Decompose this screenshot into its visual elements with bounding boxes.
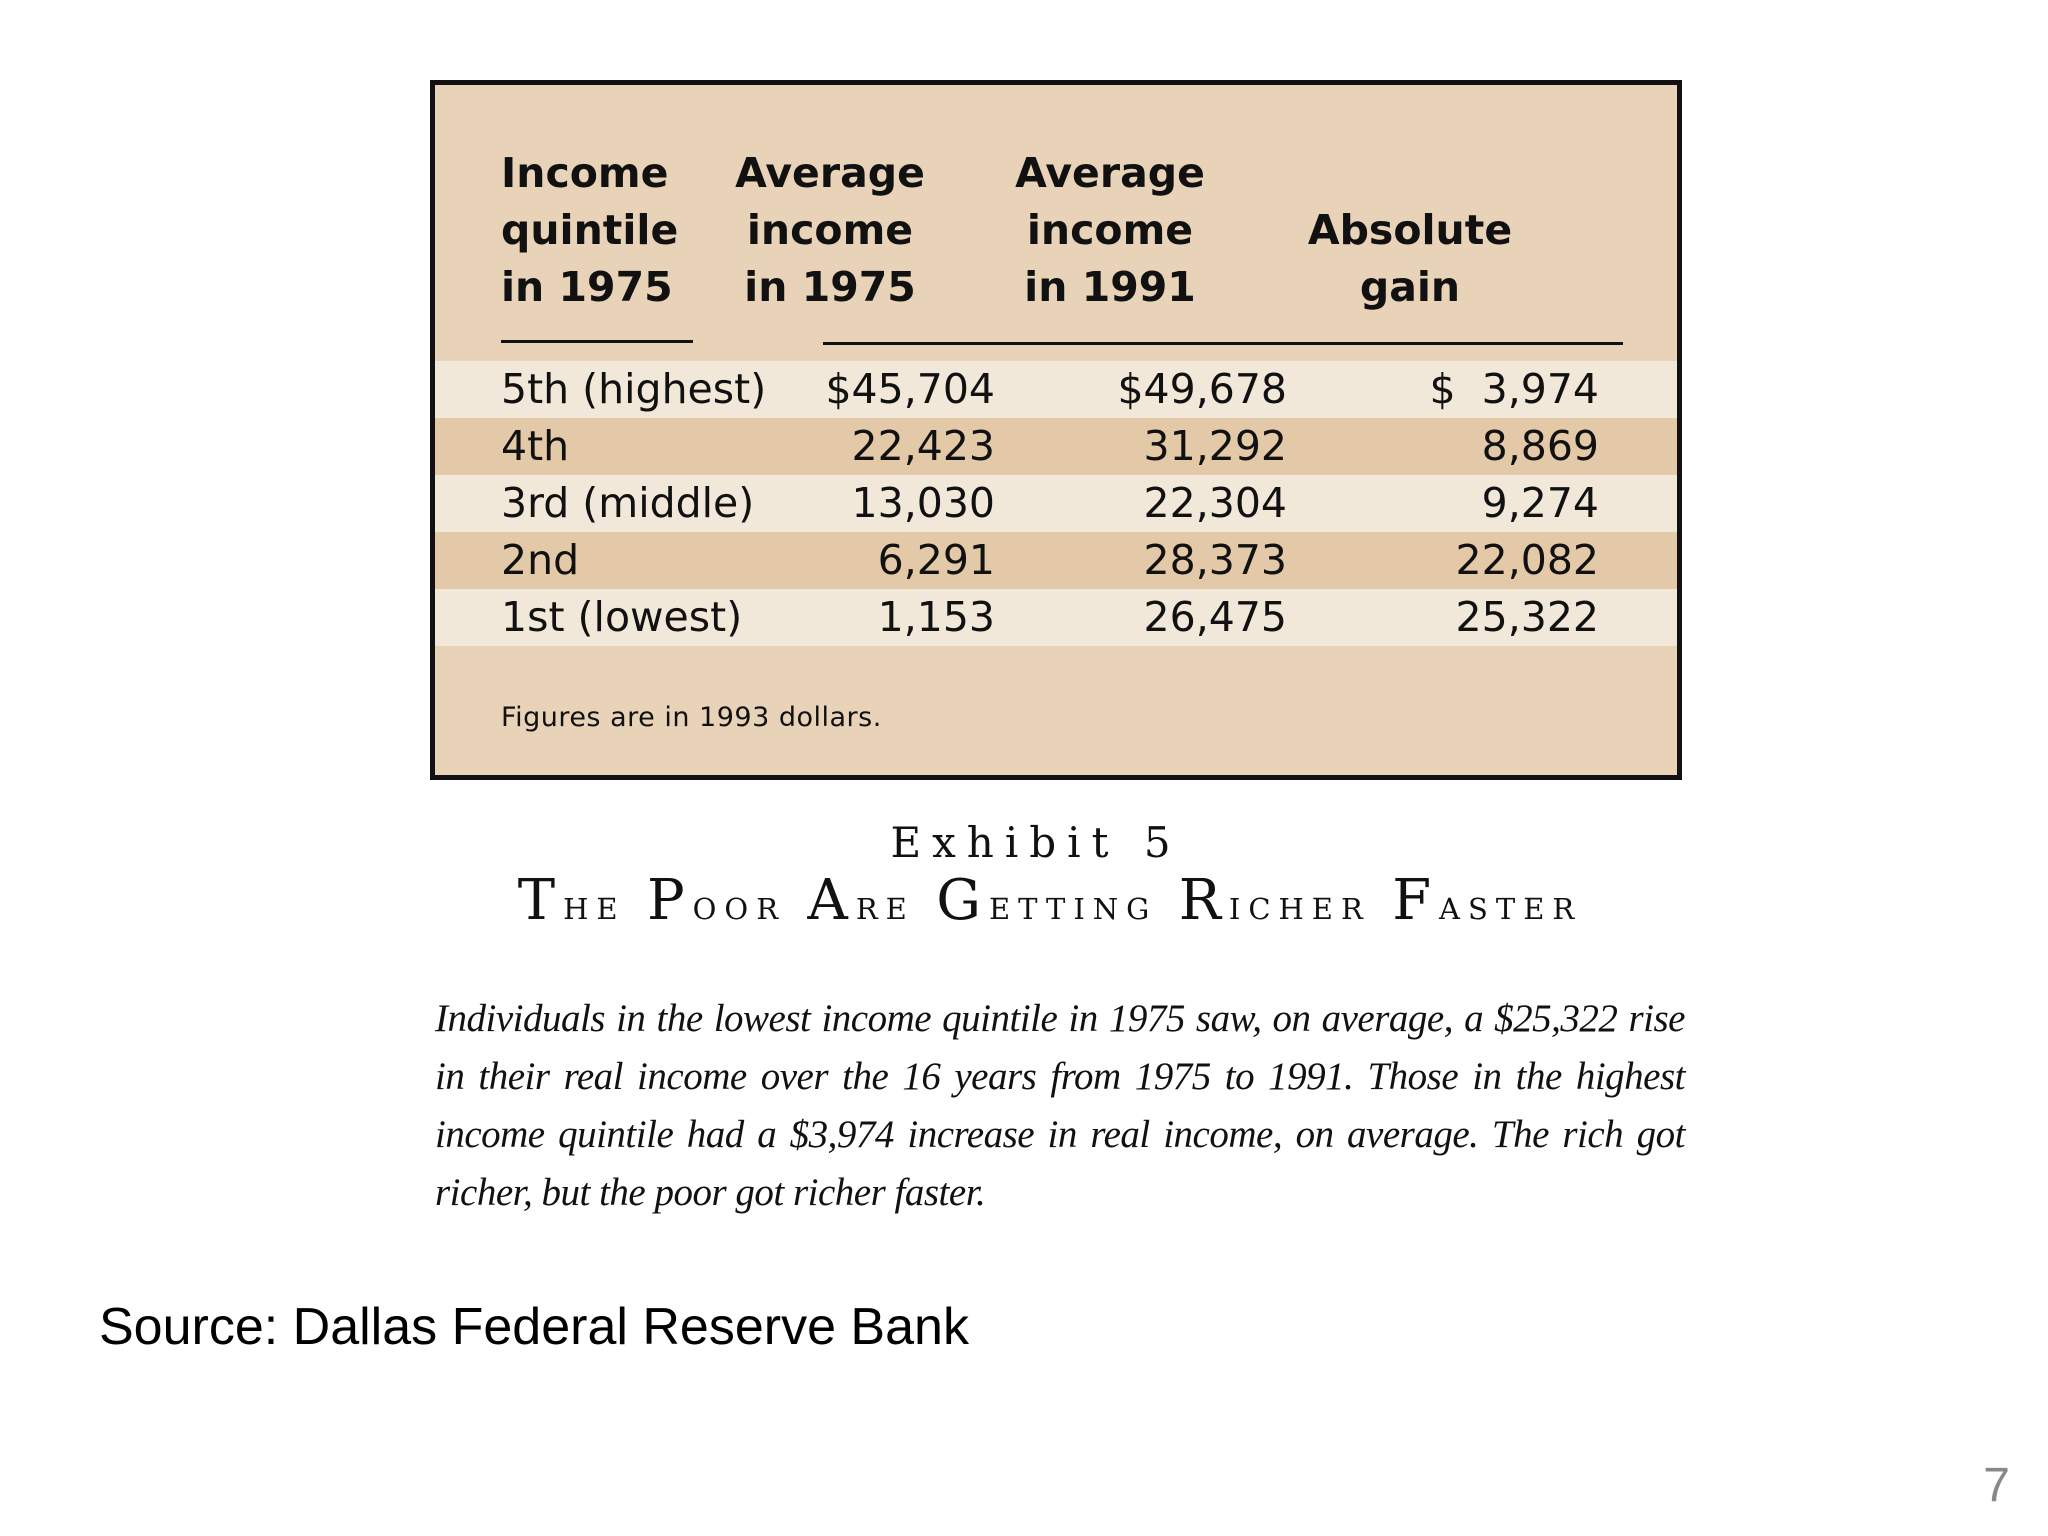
exhibit-title xyxy=(0,868,2048,933)
table-header xyxy=(435,85,1677,365)
cell-quintile: 4th xyxy=(501,422,570,470)
cell-average-income-1991: 22,304 xyxy=(1143,479,1287,527)
cell-average-income-1975: $45,704 xyxy=(825,365,995,413)
exhibit-caption: Individuals in the lowest income quintile in 1975 saw, on average, a $25,322 rise in their real income over the 16 years from 1975 to 1991. Those in the highest income quintile had a $3,974 increase in real income, on average. The rich got richer, but the poor got richer faster. xyxy=(435,997,1685,1214)
table-row xyxy=(435,361,1677,418)
exhibit-title-rest: re xyxy=(855,880,915,929)
header-absolute-gain: Absolute gain xyxy=(1307,206,1513,311)
cell-quintile: 3rd (middle) xyxy=(501,479,755,527)
exhibit-title-initial: T xyxy=(517,868,564,933)
exhibit-label: Exhibit 5 xyxy=(890,818,1182,867)
page-number: 7 xyxy=(1983,1459,2010,1512)
table-row xyxy=(435,475,1677,532)
cell-average-income-1975: 6,291 xyxy=(877,536,995,584)
exhibit-title-initial: A xyxy=(807,868,856,933)
header-rule-left xyxy=(501,340,693,343)
income-table xyxy=(430,80,1682,780)
exhibit-title-initial: R xyxy=(1178,868,1229,933)
exhibit-title-rest: oor xyxy=(692,880,787,929)
exhibit-title-rest: he xyxy=(563,880,626,929)
cell-quintile: 1st (lowest) xyxy=(501,593,743,641)
cell-average-income-1975: 1,153 xyxy=(877,593,995,641)
table-row xyxy=(435,589,1677,646)
exhibit-title-rest: icher xyxy=(1228,880,1371,929)
exhibit-title-rest: etting xyxy=(988,880,1158,929)
source-note: Source: Dallas Federal Reserve Bank xyxy=(99,1298,969,1356)
cell-average-income-1991: 31,292 xyxy=(1143,422,1287,470)
header-average-income-1975: Average income in 1975 xyxy=(735,149,925,311)
table-row xyxy=(435,418,1677,475)
cell-absolute-gain: 9,274 xyxy=(1481,479,1599,527)
table-row xyxy=(435,532,1677,589)
cell-absolute-gain: 25,322 xyxy=(1455,593,1599,641)
exhibit-title-word xyxy=(1178,868,1371,933)
table-footnote: Figures are in 1993 dollars. xyxy=(501,702,882,733)
cell-average-income-1991: 28,373 xyxy=(1143,536,1287,584)
cell-average-income-1991: 26,475 xyxy=(1143,593,1287,641)
header-average-income-1991: Average income in 1991 xyxy=(1015,149,1205,311)
cell-absolute-gain: 8,869 xyxy=(1481,422,1599,470)
cell-average-income-1975: 13,030 xyxy=(851,479,995,527)
cell-quintile: 5th (highest) xyxy=(501,365,767,413)
exhibit-title-word xyxy=(1392,868,1583,933)
cell-absolute-gain: 22,082 xyxy=(1455,536,1599,584)
exhibit-title-word xyxy=(517,868,626,933)
cell-average-income-1975: 22,423 xyxy=(851,422,995,470)
exhibit-title-initial: G xyxy=(936,868,989,933)
cell-average-income-1991: $49,678 xyxy=(1117,365,1287,413)
exhibit-title-initial: P xyxy=(646,868,693,933)
header-income-quintile: Income quintile in 1975 xyxy=(501,149,679,311)
exhibit-title-word xyxy=(936,868,1158,933)
header-rule-right xyxy=(823,342,1623,345)
cell-quintile: 2nd xyxy=(501,536,580,584)
exhibit-title-word xyxy=(807,868,915,933)
exhibit-title-rest: aster xyxy=(1439,880,1583,929)
cell-absolute-gain: $ 3,974 xyxy=(1429,365,1599,413)
exhibit-title-initial: F xyxy=(1392,868,1440,933)
exhibit-title-word xyxy=(646,868,787,933)
